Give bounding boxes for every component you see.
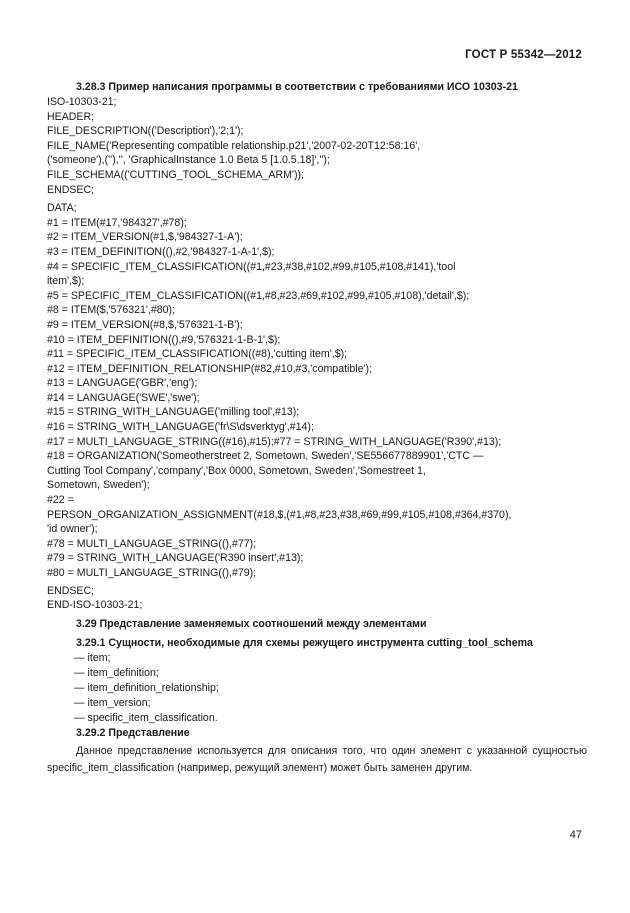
page-content — [47, 80, 587, 777]
code-line: END-ISO-10303-21; — [47, 599, 143, 612]
section-title-3-28-3: 3.28.3 Пример написания программы в соответствии с требованиями ИСО 10303-21 — [76, 81, 518, 93]
code-line: #4 = SPECIFIC_ITEM_CLASSIFICATION((#1,#23,#38,#102,#99,#105,#108,#141),'tool — [47, 260, 456, 273]
code-line: #9 = ITEM_VERSION(#8,$,'576321-1-B'); — [47, 318, 243, 331]
code-line: #14 = LANGUAGE('SWE','swe'); — [47, 391, 200, 404]
code-line: FILE_SCHEMA(('CUTTING_TOOL_SCHEMA_ARM')); — [47, 168, 304, 181]
code-line: #1 = ITEM(#17,'984327',#78); — [47, 216, 187, 229]
page-number: 47 — [569, 829, 582, 841]
code-line: 'id owner'); — [47, 523, 98, 536]
list-item: — specific_item_classification. — [74, 711, 218, 724]
code-line: #13 = LANGUAGE('GBR','eng'); — [47, 377, 198, 390]
code-line: #79 = STRING_WITH_LANGUAGE('R390 insert',#13); — [47, 552, 304, 565]
code-line: #22 = — [47, 494, 74, 507]
code-line: #11 = SPECIFIC_ITEM_CLASSIFICATION((#8),'cutting item',$); — [47, 348, 348, 361]
list-item: — item_version; — [74, 696, 151, 709]
code-line: #12 = ITEM_DEFINITION_RELATIONSHIP(#82,#10,#3,'compatible'); — [47, 362, 373, 375]
code-header-block — [47, 95, 587, 197]
standard-header: ГОСТ Р 55342—2012 — [465, 49, 582, 61]
code-line: Cutting Tool Company','company','Box 0000, Sometown, Sweden','Somestreet 1, — [47, 464, 426, 477]
code-line: #16 = STRING_WITH_LANGUAGE('fr\S\dsverktyg',#14); — [47, 421, 314, 434]
list-item: — item_definition; — [74, 666, 159, 679]
list-item: — item; — [74, 651, 111, 664]
code-line: item',$); — [47, 275, 85, 288]
subsection-title-3-29-2: 3.29.2 Представление — [76, 726, 190, 739]
code-line: DATA; — [47, 202, 77, 215]
code-line: #78 = MULTI_LANGUAGE_STRING((),#77); — [47, 537, 257, 550]
code-line: FILE_NAME('Representing compatible relationship.p21','2007-02-20T12:58:16', — [47, 139, 421, 152]
subsection-title-3-29-1: 3.29.1 Сущности, необходимые для схемы режущего инструмента cutting_tool_schema — [76, 636, 533, 649]
code-end-block — [47, 584, 587, 613]
code-line: #80 = MULTI_LANGUAGE_STRING((),#79); — [47, 567, 257, 579]
code-line: #2 = ITEM_VERSION(#1,$,'984327-1-A'); — [47, 231, 243, 244]
code-line: ('someone'),(''),'', 'GraphicalInstance 1.0 Beta 5 [1.0.5.18]',''); — [47, 154, 330, 167]
code-line: PERSON_ORGANIZATION_ASSIGNMENT(#18,$,(#1,#8,#23,#38,#69,#99,#105,#108,#364,#370), — [47, 508, 512, 521]
code-line: #8 = ITEM($,'576321',#80); — [47, 304, 176, 317]
code-line: ENDSEC; — [47, 584, 95, 597]
code-line: #17 = MULTI_LANGUAGE_STRING((#16),#15);#77 = STRING_WITH_LANGUAGE('R390',#13); — [47, 435, 502, 448]
code-line: ISO-10303-21; — [47, 96, 117, 108]
code-line: FILE_DESCRIPTION(('Description'),'2;1'); — [47, 125, 244, 138]
code-line: #10 = ITEM_DEFINITION((),#9,'576321-1-B-1',$); — [47, 333, 281, 346]
section-title-3-29: 3.29 Представление заменяемых соотношений между элементами — [76, 617, 427, 630]
code-line: #15 = STRING_WITH_LANGUAGE('milling tool',#13); — [47, 406, 300, 419]
code-line: #3 = ITEM_DEFINITION((),#2,'984327-1-A-1',$); — [47, 245, 275, 258]
code-line: #18 = ORGANIZATION('Someotherstreet 2, Sometown, Sweden','SE556677889901','CTC — — [47, 450, 484, 463]
code-line: ENDSEC; — [47, 183, 95, 196]
code-line: #5 = SPECIFIC_ITEM_CLASSIFICATION((#1,#8,#23,#69,#102,#99,#105,#108),'detail',$); — [47, 289, 470, 302]
body-paragraph: Данное представление используется для описания того, что один элемент с указанной сущностью specific_item_classification (например, режущий элемент) может быть заменен другим. — [47, 744, 587, 774]
entity-list — [47, 651, 587, 726]
code-line: Sometown, Sweden'); — [47, 479, 150, 492]
code-data-block — [47, 201, 587, 580]
list-item: — item_definition_relationship; — [74, 681, 219, 694]
code-line: HEADER; — [47, 110, 95, 123]
